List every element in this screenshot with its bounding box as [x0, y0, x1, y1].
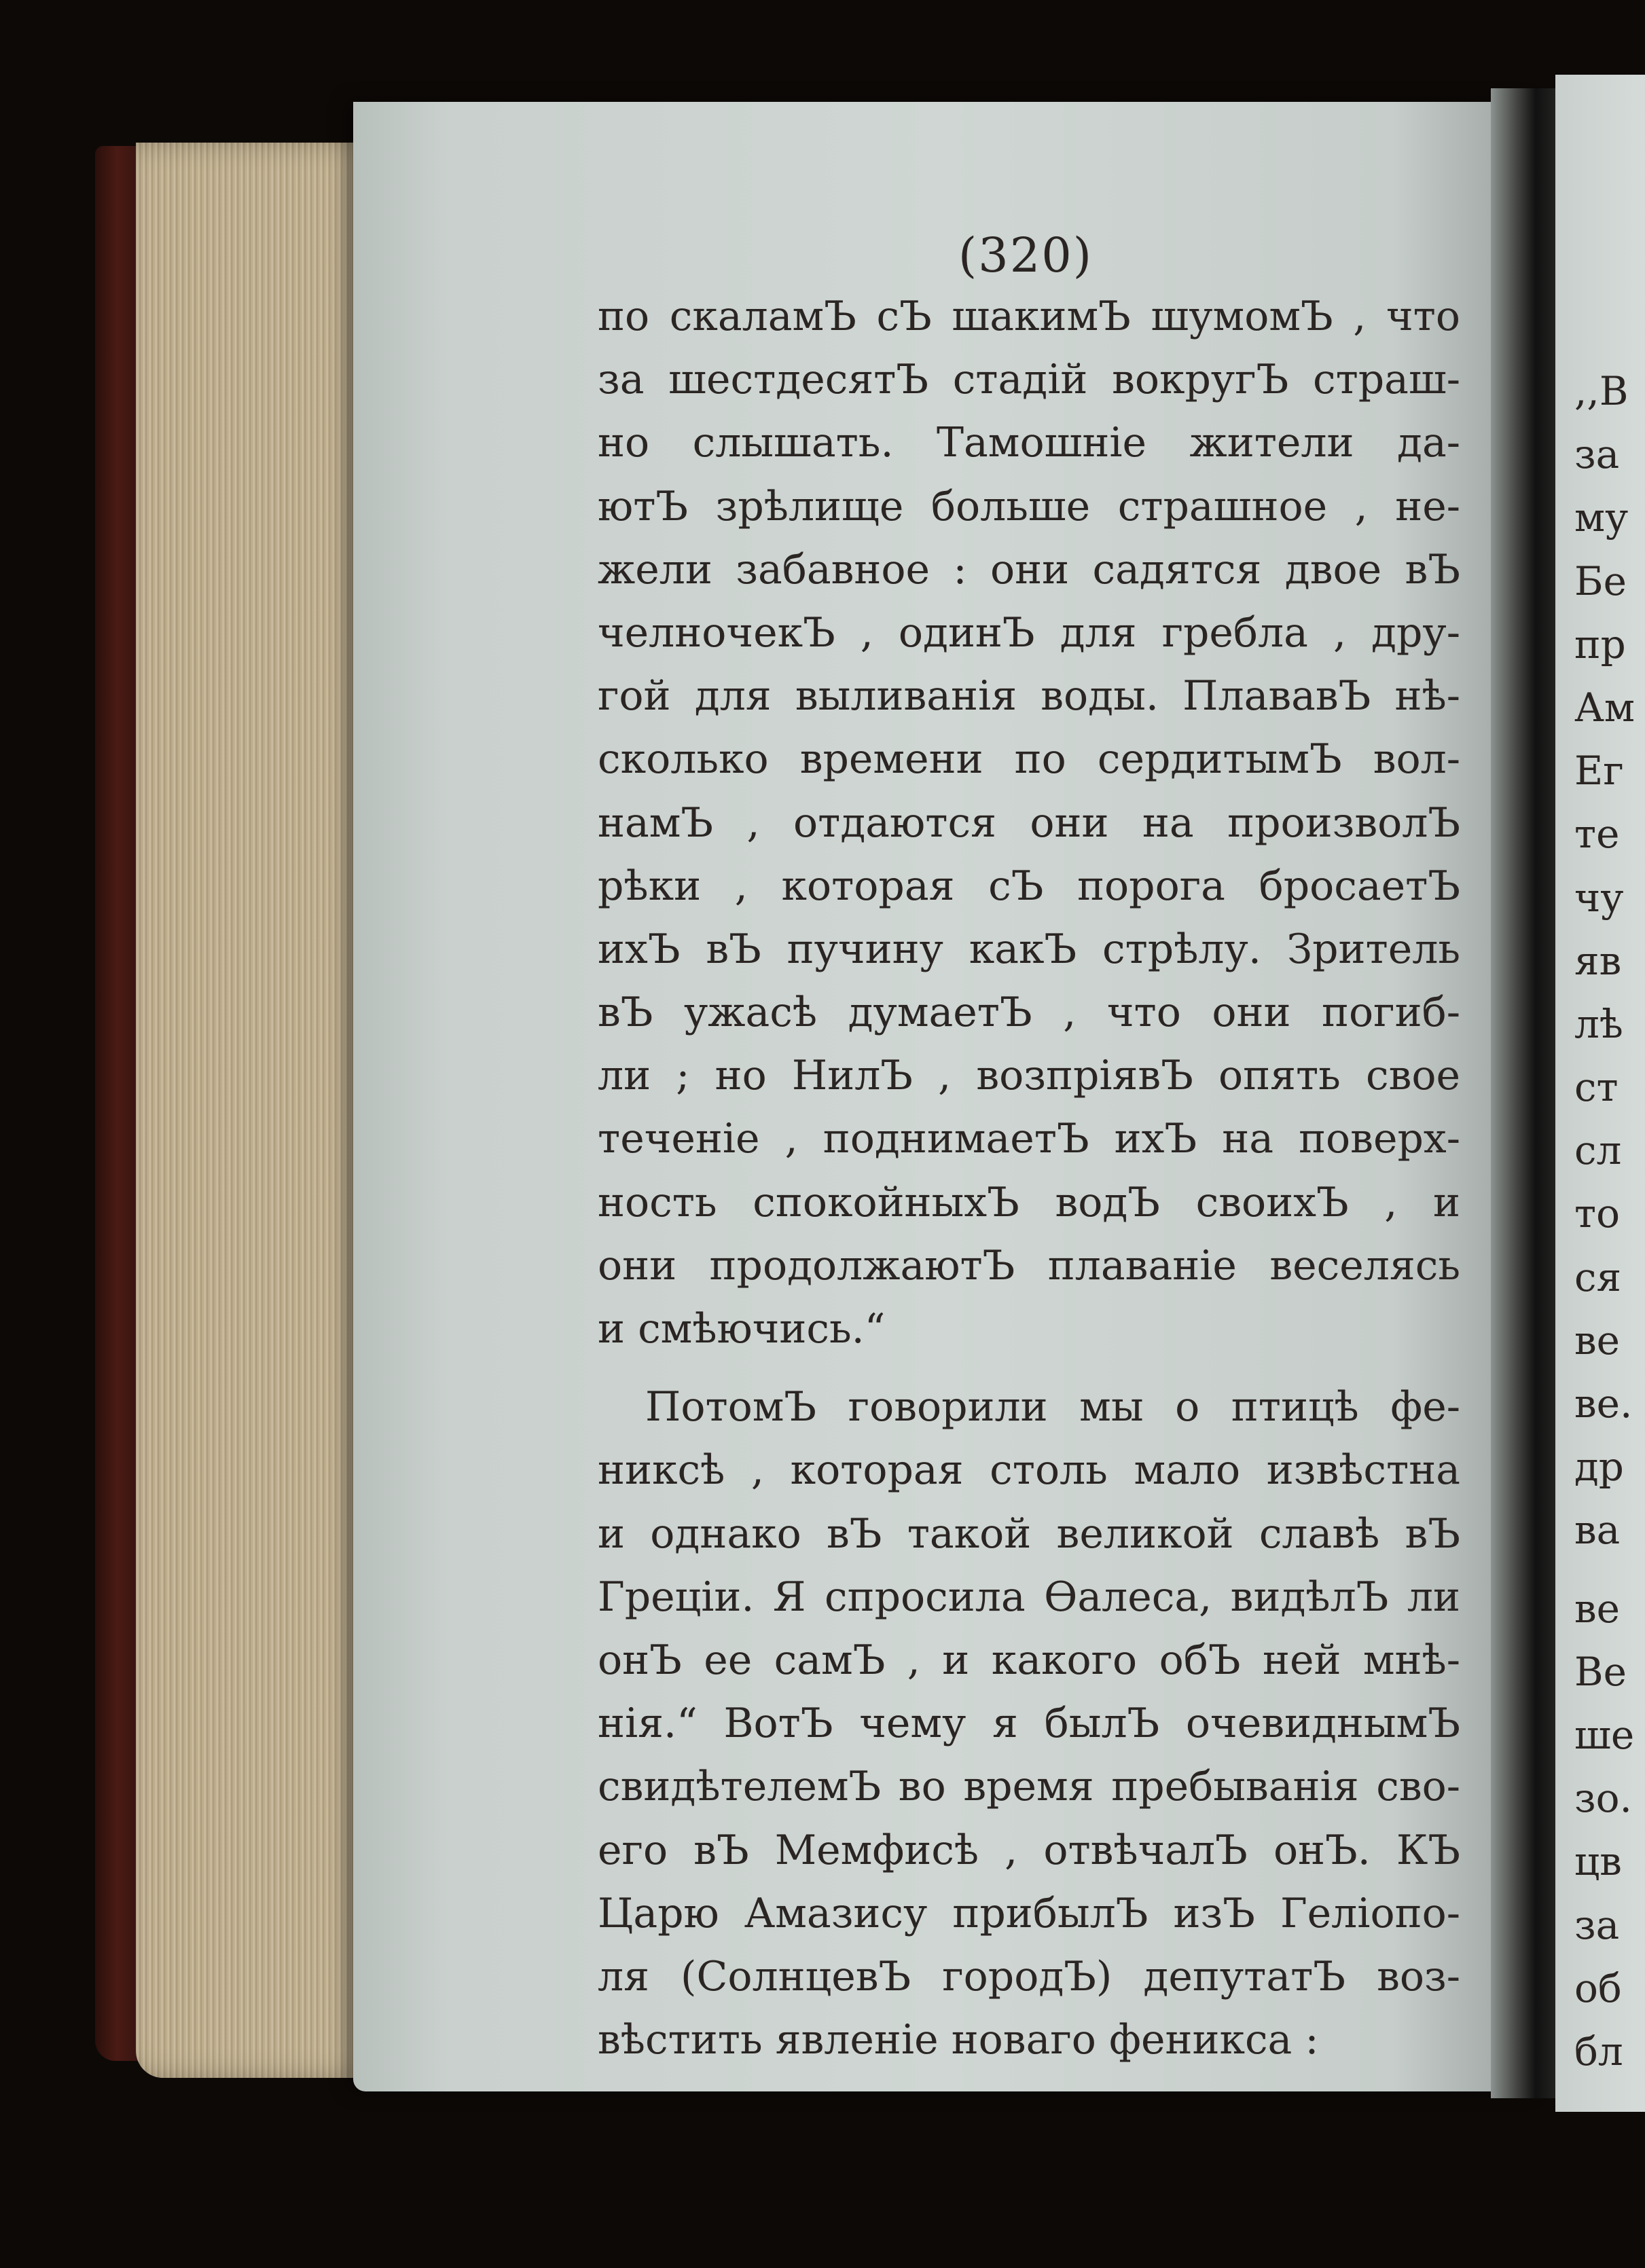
facing-page-fragment: ,,В: [1574, 368, 1629, 414]
text-line: гой для выливанія воды. ПлававЪ нѣ-: [598, 672, 1460, 720]
text-line: никсѣ , которая столь мало извѣстна: [598, 1446, 1460, 1495]
facing-page-fragment: Бе: [1574, 557, 1627, 604]
facing-page-fragment: яв: [1574, 937, 1622, 984]
text-line: ютЪ зрѣлище больше страшное , не-: [598, 482, 1460, 530]
text-line: но слышать. Тамошніе жители да-: [598, 419, 1460, 467]
text-line: и однако вЪ такой великой славѣ вЪ: [598, 1510, 1460, 1558]
facing-page-fragment: бл: [1574, 2028, 1623, 2074]
text-line: намЪ , отдаются они на произволЪ: [598, 799, 1460, 847]
page-edges: [136, 143, 374, 2078]
text-line: нія.“ ВотЪ чему я былЪ очевиднымЪ: [598, 1700, 1460, 1748]
text-line: по скаламЪ сЪ шакимЪ шумомЪ , что: [598, 293, 1460, 340]
text-line: за шестдесятЪ стадій вокругЪ страш-: [598, 356, 1460, 404]
text-line: вѣстить явленіе новаго феникса :: [598, 2016, 1319, 2064]
text-line: свидѣтелемЪ во время пребыванія сво-: [598, 1763, 1460, 1811]
facing-page-fragment: ся: [1574, 1254, 1622, 1300]
facing-page-fragment: ве: [1574, 1317, 1620, 1364]
facing-page-fragment: ва: [1574, 1507, 1621, 1554]
facing-page-fragment: за: [1574, 1901, 1620, 1948]
text-line: ность спокойныхЪ водЪ своихЪ , и: [598, 1178, 1460, 1226]
facing-page-fragment: те: [1574, 811, 1620, 858]
text-line: жели забавное : они садятся двое вЪ: [598, 545, 1460, 593]
text-line: Царю Амазису прибылЪ изЪ Геліопо-: [598, 1889, 1460, 1937]
facing-page-fragment: др: [1574, 1444, 1624, 1490]
text-line: онЪ ее самЪ , и какого обЪ ней мнѣ-: [598, 1636, 1460, 1684]
facing-page-fragment: Ам: [1574, 684, 1635, 731]
text-line: ПотомЪ говорили мы о птицѣ фе-: [645, 1383, 1460, 1431]
text-line: ли ; но НилЪ , возпріявЪ опять свое: [598, 1052, 1460, 1100]
text-line: ля (СолнцевЪ городЪ) депутатЪ воз-: [598, 1952, 1460, 2000]
facing-page-fragment: зо.: [1574, 1775, 1632, 1822]
facing-page-fragment: об: [1574, 1964, 1622, 2011]
facing-page-fragment: пр: [1574, 621, 1626, 667]
facing-page-text: [1555, 360, 1645, 2083]
text-line: и смѣючись.“: [598, 1305, 886, 1353]
facing-page-fragment: му: [1574, 494, 1629, 541]
facing-page-fragment: ве.: [1574, 1380, 1633, 1427]
text-line: Греціи. Я спросила Өалеса, видѣлЪ ли: [598, 1573, 1460, 1621]
text-line: вЪ ужасѣ думаетЪ , что они погиб-: [598, 989, 1460, 1037]
facing-page-fragment: чу: [1574, 874, 1624, 921]
text-line: рѣки , которая сЪ порога бросаетЪ: [598, 862, 1460, 910]
page-number: (320): [958, 227, 1093, 283]
facing-page-fragment: ше: [1574, 1711, 1635, 1758]
body-text: [598, 285, 1460, 2072]
right-page: [1555, 75, 1645, 2112]
facing-page-fragment: ве: [1574, 1585, 1620, 1632]
facing-page-fragment: цв: [1574, 1838, 1622, 1885]
facing-page-fragment: то: [1574, 1190, 1621, 1237]
facing-page-fragment: Ве: [1574, 1648, 1627, 1695]
book-gutter: [1491, 88, 1566, 2098]
text-line: челночекЪ , одинЪ для гребла , дру-: [598, 608, 1460, 657]
text-line: теченіе , поднимаетЪ ихЪ на поверх-: [598, 1115, 1460, 1163]
facing-page-fragment: сл: [1574, 1127, 1622, 1174]
facing-page-fragment: ст: [1574, 1064, 1619, 1111]
text-line: они продолжаютЪ плаваніе веселясь: [598, 1241, 1460, 1290]
text-line: сколько времени по сердитымЪ вол-: [598, 735, 1460, 784]
facing-page-fragment: лѣ: [1574, 1000, 1623, 1047]
facing-page-fragment: за: [1574, 431, 1620, 478]
facing-page-fragment: Ег: [1574, 748, 1624, 794]
text-line: его вЪ Мемфисѣ , отвѣчалЪ онЪ. КЪ: [598, 1826, 1460, 1874]
text-line: ихЪ вЪ пучину какЪ стрѣлу. Зритель: [598, 925, 1460, 973]
